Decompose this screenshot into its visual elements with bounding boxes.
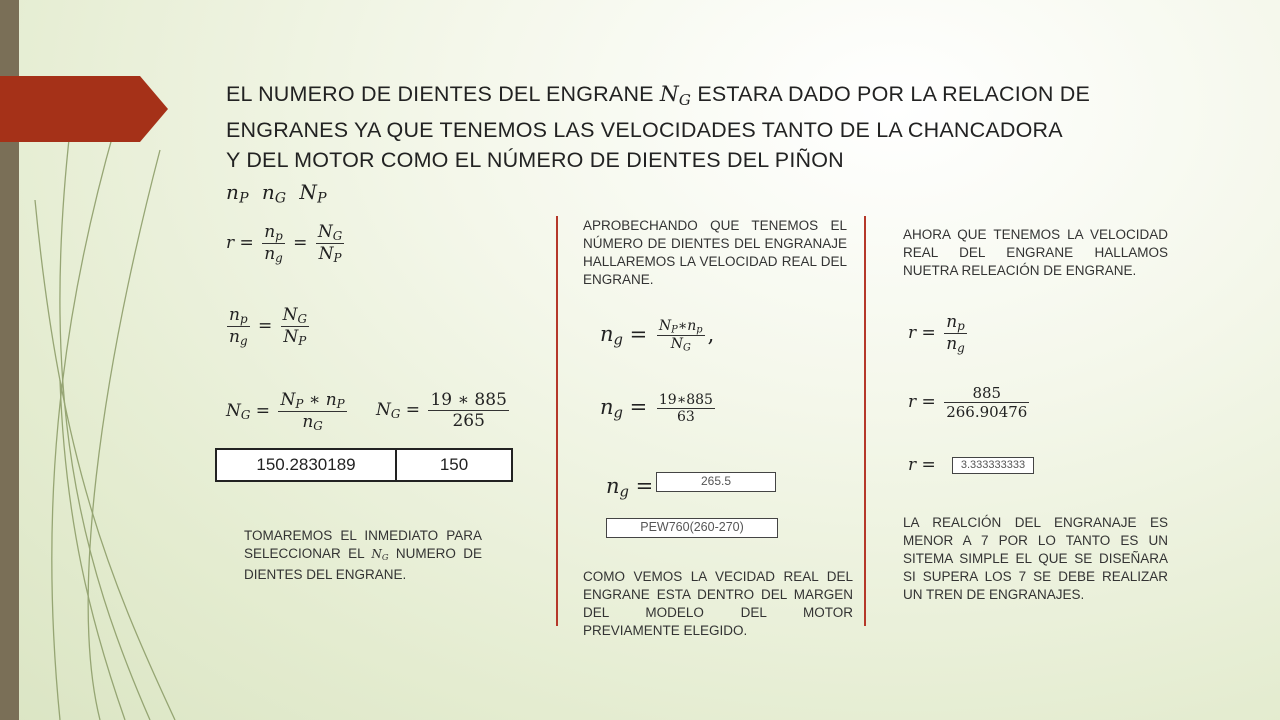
ratio-denominator: 266.90476 <box>946 403 1028 421</box>
table-row <box>216 449 512 481</box>
right-intro: AHORA QUE TENEMOS LA VELOCIDAD REAL DEL ENGRANE HALLAMOS NUETRA RELEACIÓN DE ENGRANE. <box>903 227 1168 278</box>
divider-left <box>556 216 558 626</box>
ng-denominator: 265 <box>452 411 485 431</box>
title-line-1: EL NUMERO DE DIENTES DEL ENGRANE $N_G$ ESTARA DADO POR LA RELACION DE <box>226 82 1091 109</box>
title-line-1b: ESTARA DADO POR LA RELACION DE <box>697 82 1091 106</box>
motor-model-box: PEW760(260-270) <box>606 518 778 538</box>
title-line-1a: EL NUMERO DE DIENTES DEL ENGRANE <box>226 82 654 106</box>
formula-r-definition: r = $\frac{n_p}{n_g}$ <box>908 312 965 355</box>
middle-conclusion: COMO VEMOS LA VECIDAD REAL DEL ENGRANE ESTA DENTRO DEL MARGEN DEL MODELO DEL MOTOR PREVIAMENTE ELEGIDO. <box>583 569 853 638</box>
formula-ng-speed: $n_g$ = $\frac{N_P∗n_p}{N_G}$ , <box>600 318 715 354</box>
left-note-end: NUMERO DE DIENTES DEL ENGRANE. <box>244 546 482 583</box>
formula-r-value: r = $\frac{885}{266.90476}$ <box>908 384 1028 421</box>
formula-ng-value: $N_G$ = $\frac{19 ∗ 885}{265}$ <box>376 390 507 431</box>
speed-numerator: 19∗885 <box>658 392 713 408</box>
formula-ng-general: $N_G$ = $\frac{N_P ∗ n_P}{n_G}$ <box>226 390 345 433</box>
slide-title <box>226 79 1156 213</box>
formula-ng-result: $n_g$ = <box>606 474 654 501</box>
ng-numerator: 19 ∗ 885 <box>430 390 507 410</box>
title-line-3: Y DEL MOTOR COMO EL NÚMERO DE DIENTES DEL PIÑON <box>226 147 844 172</box>
formula-ng-speed-value: $n_g$ = $\frac{19∗885}{63}$ <box>600 392 713 425</box>
formula-equality: $\frac{n_p}{n_g}$ = $\frac{N_G}{N_P}$ <box>229 305 308 348</box>
formula-r-result: r = <box>908 455 936 475</box>
speed-result-box: 265.5 <box>656 472 776 492</box>
middle-intro: APROBECHANDO QUE TENEMOS EL NÚMERO DE DIENTES DEL ENGRANAJE HALLAREMOS LA VELOCIDAD REAL DEL ENGRANE. <box>583 218 847 287</box>
left-note: TOMAREMOS EL INMEDIATO PARA SELECCIONAR EL $N_G$ NUMERO DE DIENTES DEL ENGRANE. <box>244 528 482 583</box>
ratio-result-box: 3.333333333 <box>952 457 1034 474</box>
table-cell-exact: 150.2830189 <box>216 449 396 481</box>
title-symbols: $n_P$ $n_G$ $N_P$ <box>226 179 327 207</box>
formula-ratio-r: r = $\frac{n_p}{n_g}$ = $\frac{N_G}{N_P}$ <box>226 222 343 265</box>
title-line-2: ENGRANES YA QUE TENEMOS LAS VELOCIDADES TANTO DE LA CHANCADORA <box>226 117 1063 142</box>
divider-right <box>864 216 866 626</box>
table-cell-rounded: 150 <box>396 449 512 481</box>
speed-denominator: 63 <box>677 409 695 425</box>
result-table <box>215 448 513 482</box>
left-note-text: TOMAREMOS EL INMEDIATO PARA SELECCIONAR EL <box>244 528 482 561</box>
right-conclusion: LA REALCIÓN DEL ENGRANAJE ES MENOR A 7 POR LO TANTO ES UN SITEMA SIMPLE EL QUE SE DISEÑARA SI SUPERA LOS 7 SE DEBE REALIZAR UN TREN DE ENGRANAJES. <box>903 515 1168 602</box>
ratio-numerator: 885 <box>944 384 1029 403</box>
title-arrow-tab <box>0 76 170 142</box>
